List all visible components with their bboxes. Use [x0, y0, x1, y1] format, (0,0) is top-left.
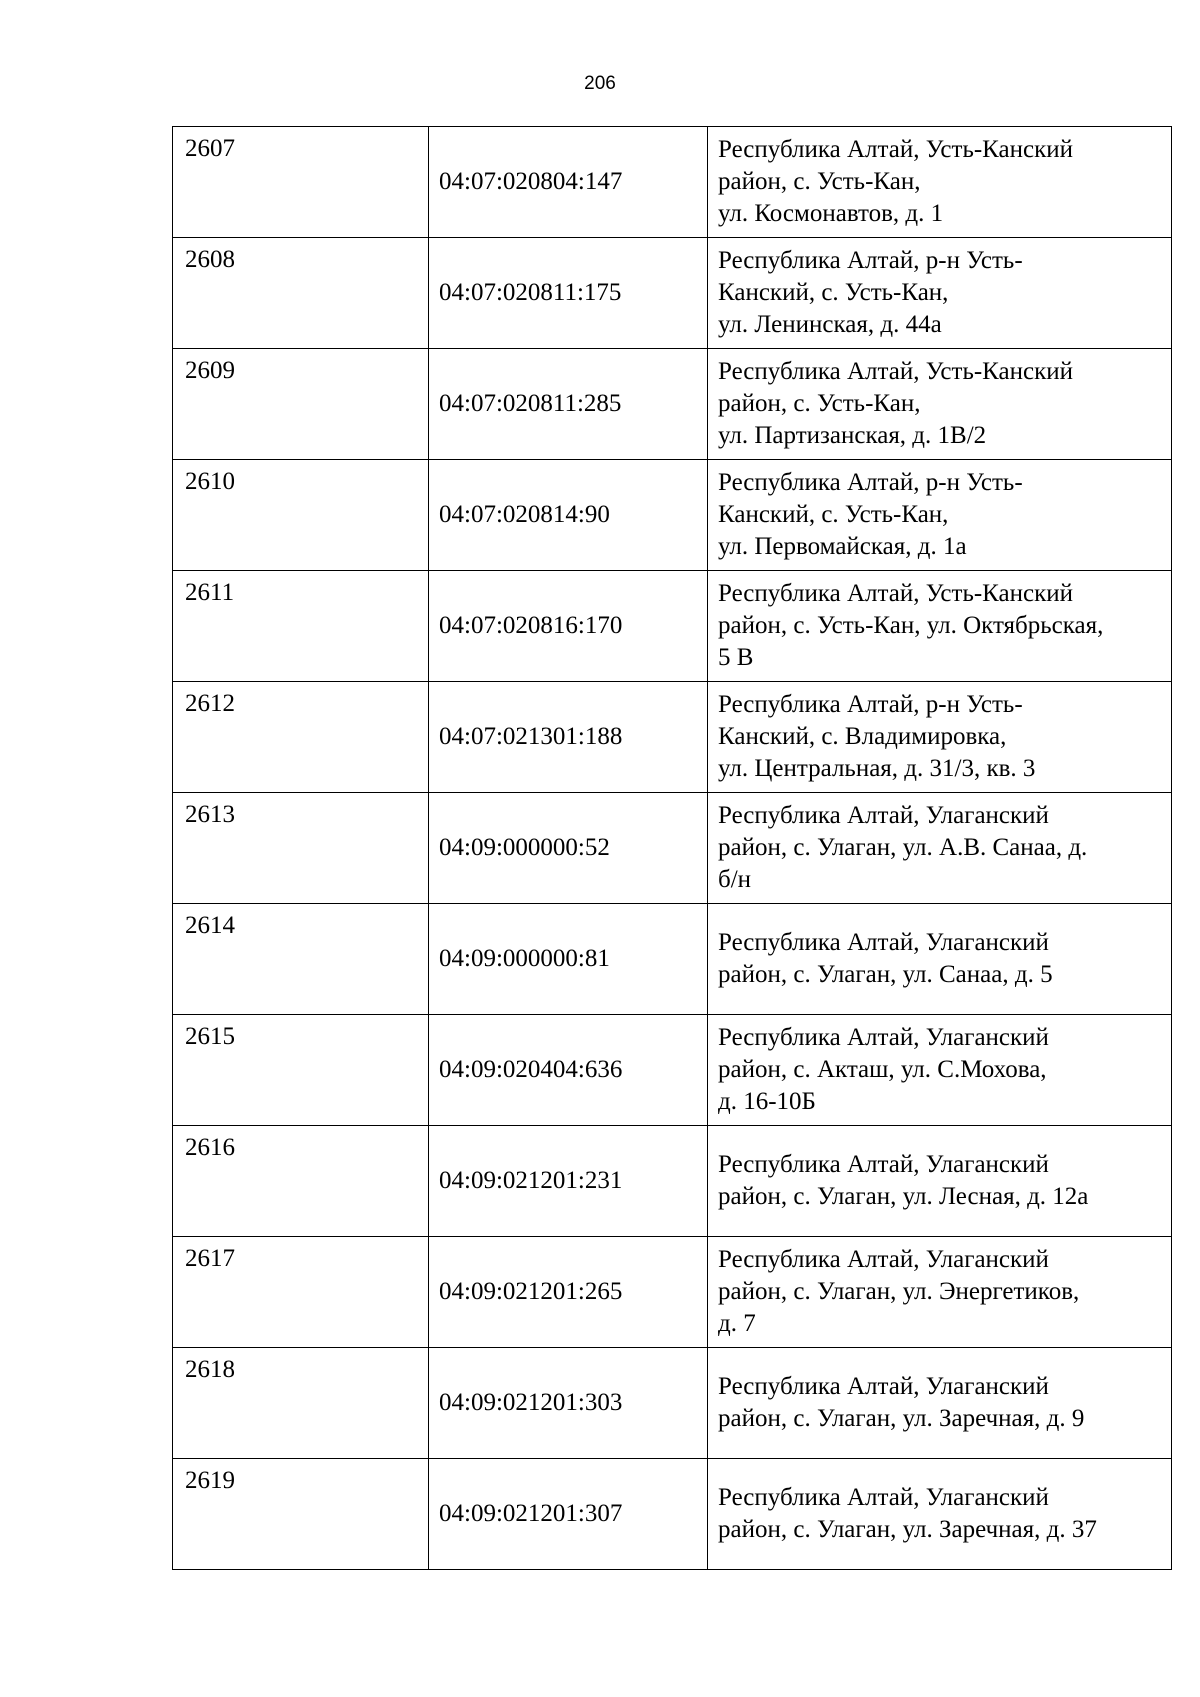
address-line: район, с. Усть-Кан, — [718, 390, 921, 417]
row-number-cell: 2611 — [173, 571, 429, 682]
address-cell — [708, 793, 1172, 904]
address-line: Республика Алтай, Усть-Канский — [718, 580, 1074, 607]
address-cell — [708, 238, 1172, 349]
table-row — [173, 349, 1172, 460]
address-line: д. 16-10Б — [718, 1088, 816, 1115]
cadastral-number-cell: 04:09:000000:81 — [429, 904, 708, 1015]
address-line: район, с. Акташ, ул. С.Мохова, — [718, 1056, 1047, 1083]
address-line: Республика Алтай, Улаганский — [718, 1024, 1049, 1051]
cadastral-number-cell: 04:07:020814:90 — [429, 460, 708, 571]
cadastral-number-cell: 04:09:021201:303 — [429, 1348, 708, 1459]
table-row — [173, 1459, 1172, 1570]
address-line: район, с. Улаган, ул. Заречная, д. 9 — [718, 1405, 1085, 1432]
row-number-cell: 2617 — [173, 1237, 429, 1348]
address-line: Республика Алтай, р-н Усть- — [718, 247, 1023, 274]
table-row — [173, 1237, 1172, 1348]
table-row — [173, 1015, 1172, 1126]
row-number-cell: 2607 — [173, 127, 429, 238]
registry-table-body — [173, 127, 1172, 1570]
cadastral-number-cell: 04:09:000000:52 — [429, 793, 708, 904]
address-cell — [708, 1126, 1172, 1237]
cadastral-number-cell: 04:07:020816:170 — [429, 571, 708, 682]
address-line: Республика Алтай, Усть-Канский — [718, 358, 1074, 385]
address-cell — [708, 571, 1172, 682]
row-number-cell: 2609 — [173, 349, 429, 460]
page-number: 206 — [584, 73, 616, 94]
table-row — [173, 682, 1172, 793]
address-line: Республика Алтай, Улаганский — [718, 1246, 1049, 1273]
address-line: Канский, с. Усть-Кан, — [718, 501, 949, 528]
table-row — [173, 793, 1172, 904]
row-number-cell: 2613 — [173, 793, 429, 904]
address-line: Республика Алтай, Улаганский — [718, 1151, 1049, 1178]
address-cell — [708, 1015, 1172, 1126]
row-number-cell: 2615 — [173, 1015, 429, 1126]
property-registry-table — [172, 126, 1172, 1570]
row-number-cell: 2612 — [173, 682, 429, 793]
address-line: д. 7 — [718, 1310, 756, 1337]
address-line: район, с. Улаган, ул. Санаа, д. 5 — [718, 961, 1053, 988]
address-line: Республика Алтай, Улаганский — [718, 1373, 1049, 1400]
table-row — [173, 1348, 1172, 1459]
address-line: район, с. Усть-Кан, — [718, 168, 921, 195]
address-cell — [708, 1348, 1172, 1459]
address-line: Республика Алтай, Улаганский — [718, 1484, 1049, 1511]
address-line: б/н — [718, 866, 752, 893]
cadastral-number-cell: 04:09:021201:307 — [429, 1459, 708, 1570]
row-number-cell: 2614 — [173, 904, 429, 1015]
cadastral-number-cell: 04:07:020811:285 — [429, 349, 708, 460]
address-line: Республика Алтай, р-н Усть- — [718, 691, 1023, 718]
table-row — [173, 127, 1172, 238]
cadastral-number-cell: 04:07:021301:188 — [429, 682, 708, 793]
address-line: район, с. Усть-Кан, ул. Октябрьская, — [718, 612, 1104, 639]
address-line: район, с. Улаган, ул. А.В. Санаа, д. — [718, 834, 1088, 861]
cadastral-number-cell: 04:09:020404:636 — [429, 1015, 708, 1126]
address-line: Республика Алтай, Улаганский — [718, 802, 1049, 829]
address-line: район, с. Улаган, ул. Заречная, д. 37 — [718, 1516, 1097, 1543]
address-line: ул. Ленинская, д. 44а — [718, 311, 942, 338]
address-cell — [708, 1237, 1172, 1348]
address-cell — [708, 904, 1172, 1015]
row-number-cell: 2610 — [173, 460, 429, 571]
cadastral-number-cell: 04:07:020804:147 — [429, 127, 708, 238]
address-line: 5 В — [718, 644, 754, 671]
table-row — [173, 571, 1172, 682]
table-row — [173, 904, 1172, 1015]
address-line: район, с. Улаган, ул. Лесная, д. 12а — [718, 1183, 1089, 1210]
cadastral-number-cell: 04:09:021201:231 — [429, 1126, 708, 1237]
address-line: Канский, с. Владимировка, — [718, 723, 1007, 750]
address-cell — [708, 349, 1172, 460]
cadastral-number-cell: 04:07:020811:175 — [429, 238, 708, 349]
address-line: Республика Алтай, Улаганский — [718, 929, 1049, 956]
cadastral-number-cell: 04:09:021201:265 — [429, 1237, 708, 1348]
row-number-cell: 2619 — [173, 1459, 429, 1570]
address-cell — [708, 1459, 1172, 1570]
row-number-cell: 2616 — [173, 1126, 429, 1237]
address-cell — [708, 127, 1172, 238]
table-row — [173, 1126, 1172, 1237]
table-row — [173, 238, 1172, 349]
address-line: район, с. Улаган, ул. Энергетиков, — [718, 1278, 1080, 1305]
address-cell — [708, 460, 1172, 571]
address-line: ул. Первомайская, д. 1а — [718, 533, 967, 560]
row-number-cell: 2618 — [173, 1348, 429, 1459]
row-number-cell: 2608 — [173, 238, 429, 349]
address-line: ул. Центральная, д. 31/3, кв. 3 — [718, 755, 1036, 782]
address-cell — [708, 682, 1172, 793]
address-line: ул. Партизанская, д. 1В/2 — [718, 422, 987, 449]
address-line: Республика Алтай, Усть-Канский — [718, 136, 1074, 163]
address-line: Канский, с. Усть-Кан, — [718, 279, 949, 306]
address-line: ул. Космонавтов, д. 1 — [718, 200, 944, 227]
address-line: Республика Алтай, р-н Усть- — [718, 469, 1023, 496]
table-row — [173, 460, 1172, 571]
